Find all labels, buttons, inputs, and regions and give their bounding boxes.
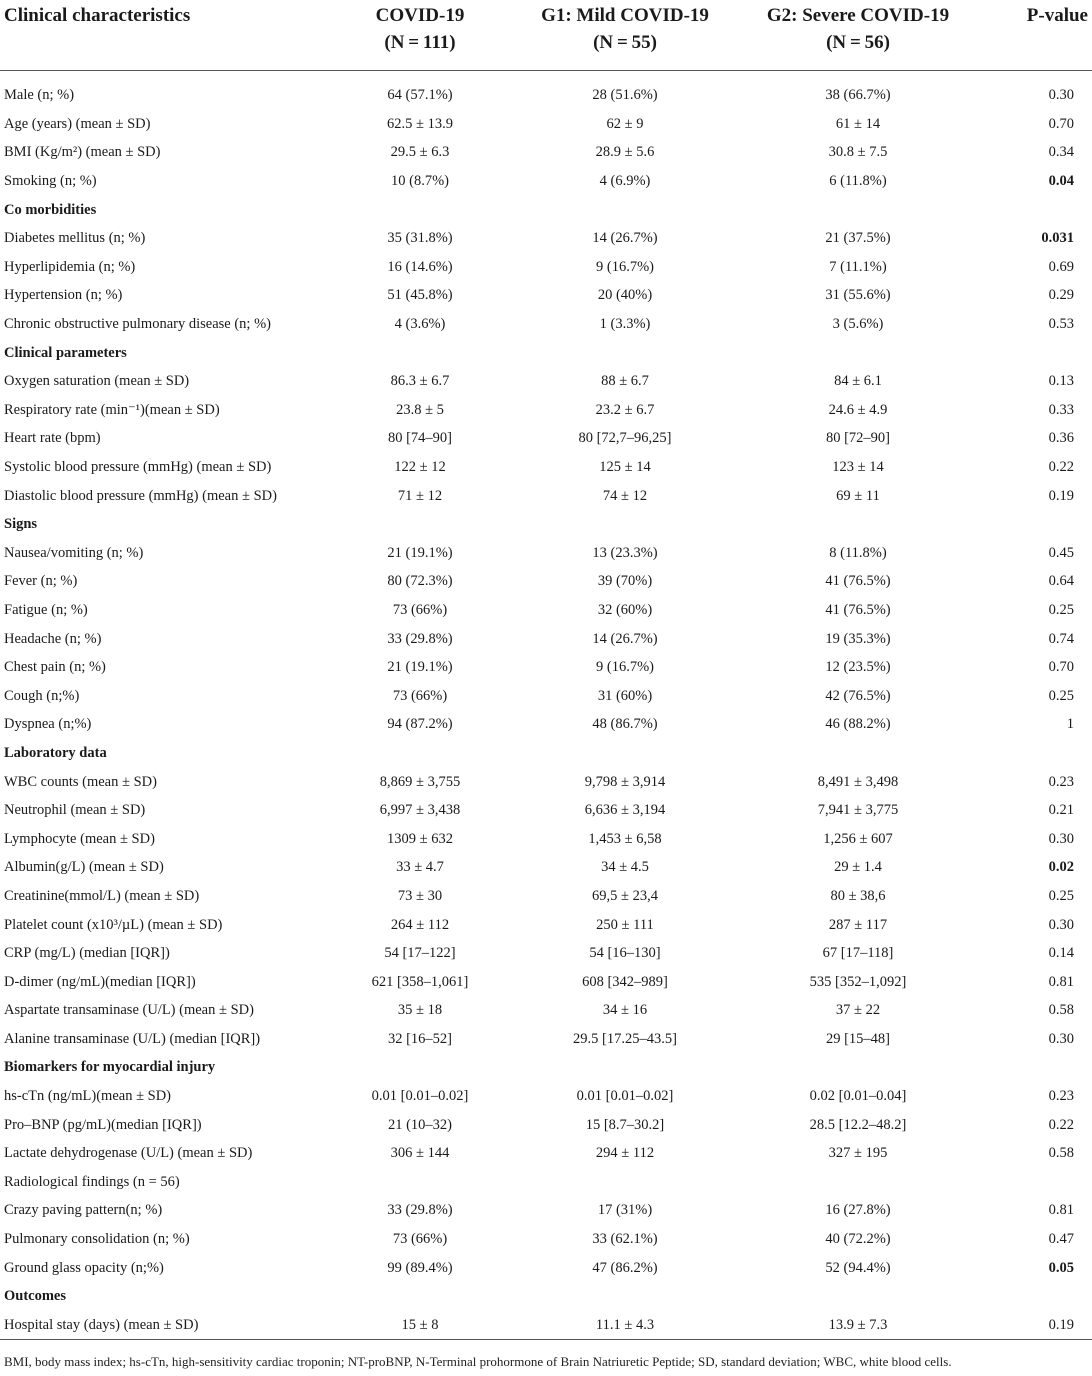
row-p-value: 0.70 [1048,659,1074,676]
row-g1-value: 11.1 ± 4.3 [520,1311,730,1340]
row-covid19-value: 51 (45.8%) [387,287,453,304]
row-label: CRP (mg/L) (median [IQR]) [4,945,170,962]
row-p-value: 0.58 [1048,1002,1074,1019]
header-covid19-line2: (N = 111) [384,32,456,53]
row-g2-value: 13.9 ± 7.3 [730,1311,986,1340]
table-row [0,481,1092,510]
row-p-value: 0.13 [1048,373,1074,390]
row-g1-value: 4 (6.9%) [599,173,651,190]
row-g2-value: 0.02 [0.01–0.04] [809,1088,907,1105]
empty-cell [986,195,1092,224]
empty-cell [320,195,520,224]
empty-cell [520,1168,730,1197]
empty-cell [520,338,730,367]
row-label: Age (years) (mean ± SD) [4,115,151,132]
row-p-value: 0.34 [1048,144,1074,161]
row-g2-value: 535 [352–1,092] [809,973,907,990]
row-g1-value: 48 (86.7%) [592,716,658,733]
row-p-value: 0.33 [1048,401,1074,418]
row-label: Hyperlipidemia (n; %) [4,258,136,275]
empty-cell [320,510,520,539]
table-row [0,110,1092,139]
table-row [0,967,1092,996]
table-row [0,996,1092,1025]
row-label: Hospital stay (days) (mean ± SD) [0,1311,320,1340]
table-row [0,167,1092,196]
row-g2-value: 21 (37.5%) [825,230,891,247]
table-row [0,539,1092,568]
header-p-value: P-value [986,0,1092,71]
row-p-value: 0.29 [1048,287,1074,304]
table-row [0,453,1092,482]
row-g1-value: 54 [16–130] [589,945,661,962]
row-g1-value: 28.9 ± 5.6 [595,144,655,161]
row-p-value: 0.05 [1048,1259,1074,1276]
row-g1-value: 125 ± 14 [599,459,651,476]
row-p-value: 0.23 [1048,773,1074,790]
row-g1-value: 608 [342–989] [582,973,668,990]
table-row [0,567,1092,596]
row-g2-value: 67 [17–118] [822,945,894,962]
empty-cell [520,1053,730,1082]
table-row [0,310,1092,339]
row-label: Diabetes mellitus (n; %) [4,230,146,247]
table-row [0,882,1092,911]
table-row [0,853,1092,882]
row-g2-value: 16 (27.8%) [825,1202,891,1219]
table-body [0,71,1092,1340]
row-covid19-value: 73 (66%) [392,601,448,618]
row-p-value: 0.19 [1048,487,1074,504]
table-row [0,624,1092,653]
row-g2-value: 41 (76.5%) [825,601,891,618]
empty-cell [986,338,1092,367]
row-g1-value: 28 (51.6%) [592,87,658,104]
header-g1-mild [520,0,730,71]
empty-cell [730,739,986,768]
row-g2-value: 7 (11.1%) [829,258,887,275]
row-p-value: 1 [1066,716,1074,733]
row-g1-value: 15 [8.7–30.2] [585,1116,665,1133]
row-covid19-value: 15 ± 8 [320,1311,520,1340]
row-label: WBC counts (mean ± SD) [4,773,157,790]
row-label: Chest pain (n; %) [4,659,106,676]
row-label: Ground glass opacity (n;%) [4,1259,164,1276]
row-label: Platelet count (x10³/µL) (mean ± SD) [4,916,223,933]
section-header-row [0,739,1092,768]
row-p-value: 0.30 [1048,87,1074,104]
row-covid19-value: 33 (29.8%) [387,630,453,647]
row-p-value: 0.21 [1048,802,1074,819]
row-g1-value: 80 [72,7–96,25] [578,430,672,447]
header-covid19 [320,0,520,71]
row-label: Albumin(g/L) (mean ± SD) [4,859,164,876]
row-covid19-value: 1309 ± 632 [387,830,453,847]
row-g1-value: 14 (26.7%) [592,230,658,247]
row-p-value: 0.45 [1048,544,1074,561]
row-p-value: 0.04 [1048,173,1074,190]
row-p-value: 0.22 [1048,459,1074,476]
section-header-row [0,195,1092,224]
section-title: Radiological findings (n = 56) [4,1173,180,1190]
row-label: Headache (n; %) [4,630,102,647]
empty-cell [986,739,1092,768]
row-label: Nausea/vomiting (n; %) [4,544,144,561]
header-clinical-characteristics: Clinical characteristics [0,0,320,71]
row-g1-value: 39 (70%) [597,573,653,590]
row-p-value: 0.14 [1048,945,1074,962]
row-g2-value: 80 ± 38,6 [830,887,886,904]
empty-cell [320,1282,520,1311]
empty-cell [730,510,986,539]
row-label: Lactate dehydrogenase (U/L) (mean ± SD) [4,1145,253,1162]
row-label: hs-cTn (ng/mL)(mean ± SD) [4,1088,172,1105]
empty-cell [520,510,730,539]
table-row [0,653,1092,682]
row-g2-value: 123 ± 14 [832,459,884,476]
row-label: Respiratory rate (min⁻¹)(mean ± SD) [4,401,220,418]
row-covid19-value: 621 [358–1,061] [371,973,469,990]
row-g1-value: 0.01 [0.01–0.02] [576,1088,674,1105]
table-row [0,710,1092,739]
row-covid19-value: 80 (72.3%) [387,573,453,590]
row-g2-value: 40 (72.2%) [825,1231,891,1248]
row-label: Chronic obstructive pulmonary disease (n; %) [4,316,271,333]
row-label: Hypertension (n; %) [4,287,123,304]
row-p-value: 0.30 [1048,916,1074,933]
table-row [0,1225,1092,1254]
header-row [0,0,1092,71]
empty-cell [320,1053,520,1082]
empty-cell [986,1168,1092,1197]
table-row [0,796,1092,825]
section-header-row [0,510,1092,539]
row-covid19-value: 99 (89.4%) [387,1259,453,1276]
empty-cell [986,1053,1092,1082]
header-g1-line2: (N = 55) [593,32,657,53]
section-title: Co morbidities [4,201,97,218]
row-covid19-value: 16 (14.6%) [387,258,453,275]
empty-cell [520,739,730,768]
row-g2-value: 38 (66.7%) [825,87,891,104]
table-row [0,138,1092,167]
row-p-value: 0.19 [986,1311,1092,1340]
row-g1-value: 31 (60%) [597,687,653,704]
row-label: Fatigue (n; %) [4,601,88,618]
row-g1-value: 33 (62.1%) [592,1231,658,1248]
section-title: Laboratory data [4,744,107,761]
row-covid19-value: 33 (29.8%) [387,1202,453,1219]
row-label: Smoking (n; %) [4,173,97,190]
table-footnote: BMI, body mass index; hs-cTn, high-sensitivity cardiac troponin; NT-proBNP, N-Terminal prohormone of Brain Natriuretic Peptide; SD, standard deviation; WBC, white blood cells. [4,1354,952,1369]
row-g1-value: 17 (31%) [597,1202,653,1219]
row-g2-value: 7,941 ± 3,775 [817,802,899,819]
row-label: Dyspnea (n;%) [4,716,92,733]
row-g2-value: 12 (23.5%) [825,659,891,676]
row-g2-value: 41 (76.5%) [825,573,891,590]
row-g2-value: 6 (11.8%) [829,173,887,190]
row-g2-value: 327 ± 195 [828,1145,888,1162]
row-label: Creatinine(mmol/L) (mean ± SD) [4,887,200,904]
row-covid19-value: 64 (57.1%) [387,87,453,104]
header-covid19-line1: COVID-19 [375,5,465,26]
empty-cell [320,739,520,768]
row-g2-value: 287 ± 117 [828,916,888,933]
table-row [0,281,1092,310]
table-row [0,396,1092,425]
row-covid19-value: 21 (19.1%) [387,544,453,561]
row-label: Cough (n;%) [4,687,80,704]
row-label: Alanine transaminase (U/L) (median [IQR]) [4,1030,261,1047]
table-row [0,1025,1092,1054]
row-covid19-value: 54 [17–122] [384,945,456,962]
row-g2-value: 31 (55.6%) [825,287,891,304]
row-covid19-value: 306 ± 144 [390,1145,450,1162]
row-label: Crazy paving pattern(n; %) [4,1202,163,1219]
spacer-row [0,71,1092,82]
row-g1-value: 1 (3.3%) [599,316,651,333]
row-p-value: 0.69 [1048,258,1074,275]
table-row [0,424,1092,453]
row-covid19-value: 35 ± 18 [397,1002,443,1019]
table-row [0,224,1092,253]
row-p-value: 0.47 [1048,1231,1074,1248]
row-p-value: 0.36 [1048,430,1074,447]
row-label: Oxygen saturation (mean ± SD) [4,373,190,390]
row-covid19-value: 6,997 ± 3,438 [379,802,461,819]
table-row [0,1196,1092,1225]
row-g2-value: 8 (11.8%) [829,544,887,561]
row-covid19-value: 122 ± 12 [394,459,446,476]
row-g2-value: 42 (76.5%) [825,687,891,704]
row-p-value: 0.70 [1048,115,1074,132]
row-p-value: 0.22 [1048,1116,1074,1133]
empty-cell [986,1282,1092,1311]
row-g2-value: 61 ± 14 [835,115,881,132]
row-g2-value: 1,256 ± 607 [823,830,893,847]
empty-cell [320,338,520,367]
row-covid19-value: 86.3 ± 6.7 [390,373,450,390]
row-label: Diastolic blood pressure (mmHg) (mean ± SD) [4,487,277,504]
table-row [0,939,1092,968]
row-covid19-value: 62.5 ± 13.9 [387,115,453,132]
table-row [0,596,1092,625]
row-label: Pro–BNP (pg/mL)(median [IQR]) [4,1116,202,1133]
row-covid19-value: 80 [74–90] [387,430,453,447]
row-g2-value: 8,491 ± 3,498 [817,773,899,790]
row-g1-value: 29.5 [17.25–43.5] [573,1030,677,1047]
empty-cell [520,1282,730,1311]
header-g1-line1: G1: Mild COVID-19 [541,5,709,26]
row-g1-value: 20 (40%) [597,287,653,304]
section-title: Clinical parameters [4,344,127,361]
row-label: Aspartate transaminase (U/L) (mean ± SD) [4,1002,254,1019]
table-row [0,910,1092,939]
row-g2-value: 29 [15–48] [825,1030,891,1047]
row-g2-value: 46 (88.2%) [825,716,891,733]
table-row [0,1253,1092,1282]
section-header-row [0,1053,1092,1082]
row-label: Pulmonary consolidation (n; %) [4,1231,190,1248]
row-g2-value: 69 ± 11 [836,487,880,504]
row-g1-value: 6,636 ± 3,194 [584,802,666,819]
row-covid19-value: 0.01 [0.01–0.02] [371,1088,469,1105]
row-p-value: 0.25 [1048,687,1074,704]
row-label: D-dimer (ng/mL)(median [IQR]) [4,973,196,990]
table-row [0,81,1092,110]
row-covid19-value: 264 ± 112 [390,916,450,933]
row-label: Lymphocyte (mean ± SD) [4,830,155,847]
section-title: Biomarkers for myocardial injury [4,1059,216,1076]
empty-cell [730,1282,986,1311]
table-row [0,253,1092,282]
row-p-value: 0.64 [1048,573,1074,590]
row-g2-value: 28.5 [12.2–48.2] [809,1116,907,1133]
table-row [0,1110,1092,1139]
row-covid19-value: 4 (3.6%) [394,316,446,333]
row-p-value: 0.53 [1048,316,1074,333]
row-p-value: 0.25 [1048,887,1074,904]
table-row [0,767,1092,796]
row-g1-value: 9 (16.7%) [596,659,654,676]
row-covid19-value: 73 (66%) [392,1231,448,1248]
row-g2-value: 19 (35.3%) [825,630,891,647]
row-covid19-value: 23.8 ± 5 [396,401,444,418]
row-g1-value: 88 ± 6.7 [601,373,649,390]
row-p-value: 0.81 [1048,973,1074,990]
row-p-value: 0.30 [1048,830,1074,847]
section-title: Outcomes [4,1288,67,1305]
table-row [0,1311,1092,1340]
row-g2-value: 52 (94.4%) [825,1259,891,1276]
header-g2-line2: (N = 56) [826,32,890,53]
table-row [0,824,1092,853]
row-p-value: 0.58 [1048,1145,1074,1162]
row-g1-value: 34 ± 4.5 [601,859,649,876]
table-row [0,1139,1092,1168]
empty-cell [520,195,730,224]
row-covid19-value: 94 (87.2%) [387,716,453,733]
row-label: Systolic blood pressure (mmHg) (mean ± SD) [4,459,272,476]
row-g1-value: 9 (16.7%) [596,258,654,275]
empty-cell [986,510,1092,539]
row-label: Male (n; %) [4,87,75,104]
header-g2-severe [730,0,986,71]
row-p-value: 0.30 [1048,1030,1074,1047]
section-title: Signs [4,516,38,533]
row-p-value: 0.23 [1048,1088,1074,1105]
row-p-value: 0.74 [1048,630,1074,647]
row-g2-value: 37 ± 22 [835,1002,881,1019]
table-row [0,681,1092,710]
row-g2-value: 30.8 ± 7.5 [828,144,888,161]
section-header-row [0,1282,1092,1311]
row-covid19-value: 21 (10–32) [387,1116,453,1133]
row-covid19-value: 71 ± 12 [397,487,443,504]
row-covid19-value: 35 (31.8%) [387,230,453,247]
row-label: Fever (n; %) [4,573,78,590]
row-label: Neutrophil (mean ± SD) [4,802,146,819]
row-g1-value: 74 ± 12 [602,487,648,504]
table-row [0,367,1092,396]
row-covid19-value: 73 (66%) [392,687,448,704]
row-covid19-value: 32 [16–52] [387,1030,453,1047]
row-g1-value: 13 (23.3%) [592,544,658,561]
section-header-row [0,1168,1092,1197]
row-label: Heart rate (bpm) [4,430,101,447]
row-covid19-value: 10 (8.7%) [391,173,449,190]
row-covid19-value: 73 ± 30 [397,887,443,904]
empty-cell [320,1168,520,1197]
row-g1-value: 32 (60%) [597,601,653,618]
empty-cell [730,338,986,367]
row-p-value: 0.81 [1048,1202,1074,1219]
empty-cell [730,1053,986,1082]
row-covid19-value: 8,869 ± 3,755 [379,773,461,790]
row-p-value: 0.25 [1048,601,1074,618]
row-g2-value: 29 ± 1.4 [834,859,882,876]
row-g1-value: 47 (86.2%) [592,1259,658,1276]
row-covid19-value: 21 (19.1%) [387,659,453,676]
row-g1-value: 9,798 ± 3,914 [584,773,666,790]
row-g1-value: 62 ± 9 [606,115,644,132]
empty-cell [730,195,986,224]
row-g1-value: 1,453 ± 6,58 [588,830,662,847]
section-header-row [0,338,1092,367]
table-row [0,1082,1092,1111]
row-g1-value: 23.2 ± 6.7 [595,401,655,418]
row-g2-value: 84 ± 6.1 [834,373,882,390]
row-label: BMI (Kg/m²) (mean ± SD) [4,144,161,161]
empty-cell [730,1168,986,1197]
row-g1-value: 69,5 ± 23,4 [592,887,658,904]
row-covid19-value: 33 ± 4.7 [396,859,444,876]
row-g1-value: 294 ± 112 [595,1145,655,1162]
row-p-value: 0.02 [1048,859,1074,876]
row-g1-value: 34 ± 16 [602,1002,648,1019]
row-g1-value: 250 ± 111 [596,916,654,933]
row-g2-value: 3 (5.6%) [832,316,884,333]
header-g2-line1: G2: Severe COVID-19 [766,5,950,26]
row-g2-value: 24.6 ± 4.9 [828,401,888,418]
row-covid19-value: 29.5 ± 6.3 [390,144,450,161]
row-g1-value: 14 (26.7%) [592,630,658,647]
row-g2-value: 80 [72–90] [825,430,891,447]
row-p-value: 0.031 [1041,230,1074,247]
